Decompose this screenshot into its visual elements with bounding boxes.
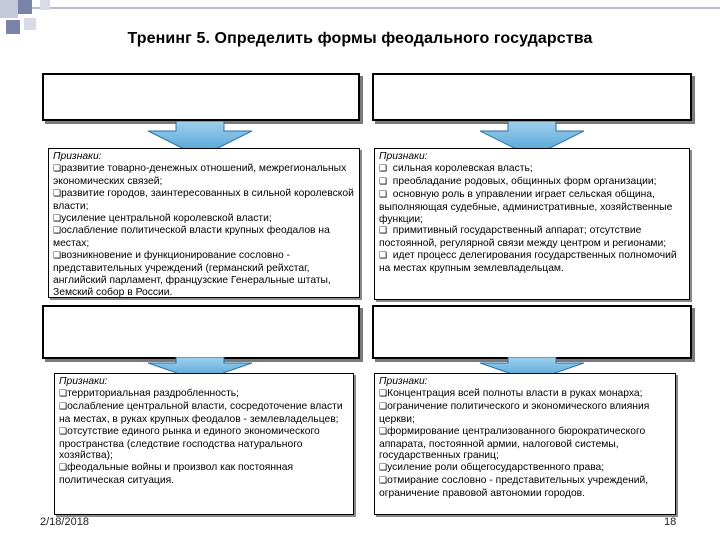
list-item bbox=[379, 163, 685, 176]
list-item bbox=[59, 426, 349, 463]
form-title-box-bottom-left bbox=[42, 305, 360, 359]
checkbox-bullet-icon: ❑ bbox=[379, 463, 388, 474]
checkbox-bullet-icon: ❑ bbox=[379, 388, 388, 399]
panel-header: Признаки: bbox=[59, 376, 108, 387]
checkbox-bullet-icon: ❑ bbox=[59, 401, 68, 412]
list-item-text: отсутствие единого рынка и единого экономического пространства (следствие господства натурального хозяйства); bbox=[59, 425, 320, 462]
checkbox-bullet-icon: ❑ bbox=[53, 226, 62, 237]
list-item-text: Концентрация всей полноты власти в руках монарха; bbox=[387, 387, 643, 399]
panel-top-right bbox=[374, 148, 690, 300]
panel-list bbox=[53, 163, 355, 298]
corner-square-4 bbox=[24, 18, 36, 30]
checkbox-bullet-icon: ❑ bbox=[379, 189, 393, 200]
list-item-text: основную роль в управлении играет сельская община, выполняющая судебные, административные, хозяйственные функции; bbox=[379, 188, 673, 225]
list-item-text: преобладание родовых, общинных форм организации; bbox=[392, 175, 657, 187]
list-item-text: ослабление центральной власти, сосредоточение власти на местах, в руках крупных феодалов - землевладельцев; bbox=[59, 400, 343, 425]
checkbox-bullet-icon: ❑ bbox=[53, 251, 62, 262]
panel-bottom-left bbox=[54, 373, 354, 515]
list-item bbox=[59, 401, 349, 426]
checkbox-bullet-icon: ❑ bbox=[53, 188, 62, 199]
list-item-text: развитие городов, заинтересованных в сильной королевской власти; bbox=[53, 187, 354, 212]
panel-bottom-right bbox=[374, 373, 676, 515]
list-item bbox=[53, 188, 355, 213]
list-item bbox=[379, 388, 671, 401]
list-item-text: идет процесс делегирования государственных полномочий на местах крупным землевладельцам. bbox=[379, 250, 677, 275]
checkbox-bullet-icon: ❑ bbox=[379, 163, 393, 174]
list-item-text: сильная королевская власть; bbox=[392, 162, 533, 174]
checkbox-bullet-icon: ❑ bbox=[59, 463, 68, 474]
list-item-text: отмирание сословно - представительных учреждений, ограничение правовой автономии городов. bbox=[379, 475, 649, 500]
page-number: 18 bbox=[664, 516, 677, 528]
list-item bbox=[379, 189, 685, 226]
checkbox-bullet-icon: ❑ bbox=[379, 176, 393, 187]
checkbox-bullet-icon: ❑ bbox=[59, 426, 68, 437]
panel-list bbox=[379, 388, 671, 500]
panel-list bbox=[379, 163, 685, 275]
checkbox-bullet-icon: ❑ bbox=[379, 426, 388, 437]
panel-header: Признаки: bbox=[53, 151, 102, 162]
list-item bbox=[379, 225, 685, 250]
list-item bbox=[53, 163, 355, 188]
header-rule bbox=[0, 7, 720, 9]
list-item bbox=[379, 475, 671, 500]
list-item-text: территориальная раздробленность; bbox=[67, 387, 240, 399]
panel-header: Признаки: bbox=[379, 151, 428, 162]
form-title-box-bottom-right bbox=[372, 305, 692, 359]
checkbox-bullet-icon: ❑ bbox=[379, 401, 388, 412]
panel-list bbox=[59, 388, 349, 487]
list-item bbox=[379, 250, 685, 275]
panel-header: Признаки: bbox=[379, 376, 428, 387]
list-item-text: усиление роли общегосударственного права; bbox=[387, 462, 605, 474]
checkbox-bullet-icon: ❑ bbox=[59, 388, 68, 399]
list-item bbox=[59, 388, 349, 401]
list-item bbox=[379, 176, 685, 189]
list-item bbox=[379, 462, 671, 475]
checkbox-bullet-icon: ❑ bbox=[379, 476, 388, 487]
panel-top-left bbox=[48, 148, 360, 298]
checkbox-bullet-icon: ❑ bbox=[379, 251, 393, 262]
corner-square-1 bbox=[0, 0, 18, 18]
list-item bbox=[53, 225, 355, 250]
checkbox-bullet-icon: ❑ bbox=[379, 226, 393, 237]
page-title: Тренинг 5. Определить формы феодального государства bbox=[127, 30, 593, 47]
corner-square-2 bbox=[18, 0, 32, 14]
form-title-box-top-left bbox=[42, 73, 360, 121]
checkbox-bullet-icon: ❑ bbox=[53, 163, 62, 174]
list-item-text: усиление центральной королевской власти; bbox=[61, 212, 272, 224]
list-item-text: формирование централизованного бюрократического аппарата, постоянной армии, налоговой системы, государственных границ; bbox=[379, 425, 646, 462]
list-item-text: ослабление политической власти крупных феодалов на местах; bbox=[53, 225, 330, 250]
list-item-text: ограничение политического и экономического влияния церкви; bbox=[379, 400, 650, 425]
list-item bbox=[53, 213, 355, 226]
list-item-text: возникновение и функционирование сословно - представительных учреждений (германский рейхстаг, английский парламент, французские Генеральные штаты, Земский собор в России. bbox=[53, 250, 331, 298]
list-item-text: примитивный государственный аппарат; отсутствие постоянной, регулярной связи между центром и регионами; bbox=[379, 225, 667, 250]
list-item bbox=[59, 462, 349, 487]
form-title-box-top-right bbox=[372, 73, 692, 121]
list-item-text: феодальные войны и произвол как постоянная политическая ситуация. bbox=[59, 462, 294, 487]
list-item-text: развитие товарно-денежных отношений, межрегиональных экономических связей; bbox=[53, 162, 347, 187]
footer-date: 2/18/2018 bbox=[40, 516, 89, 528]
corner-square-5 bbox=[40, 0, 50, 10]
checkbox-bullet-icon: ❑ bbox=[53, 213, 62, 224]
list-item bbox=[53, 250, 355, 298]
list-item bbox=[379, 401, 671, 426]
list-item bbox=[379, 426, 671, 463]
